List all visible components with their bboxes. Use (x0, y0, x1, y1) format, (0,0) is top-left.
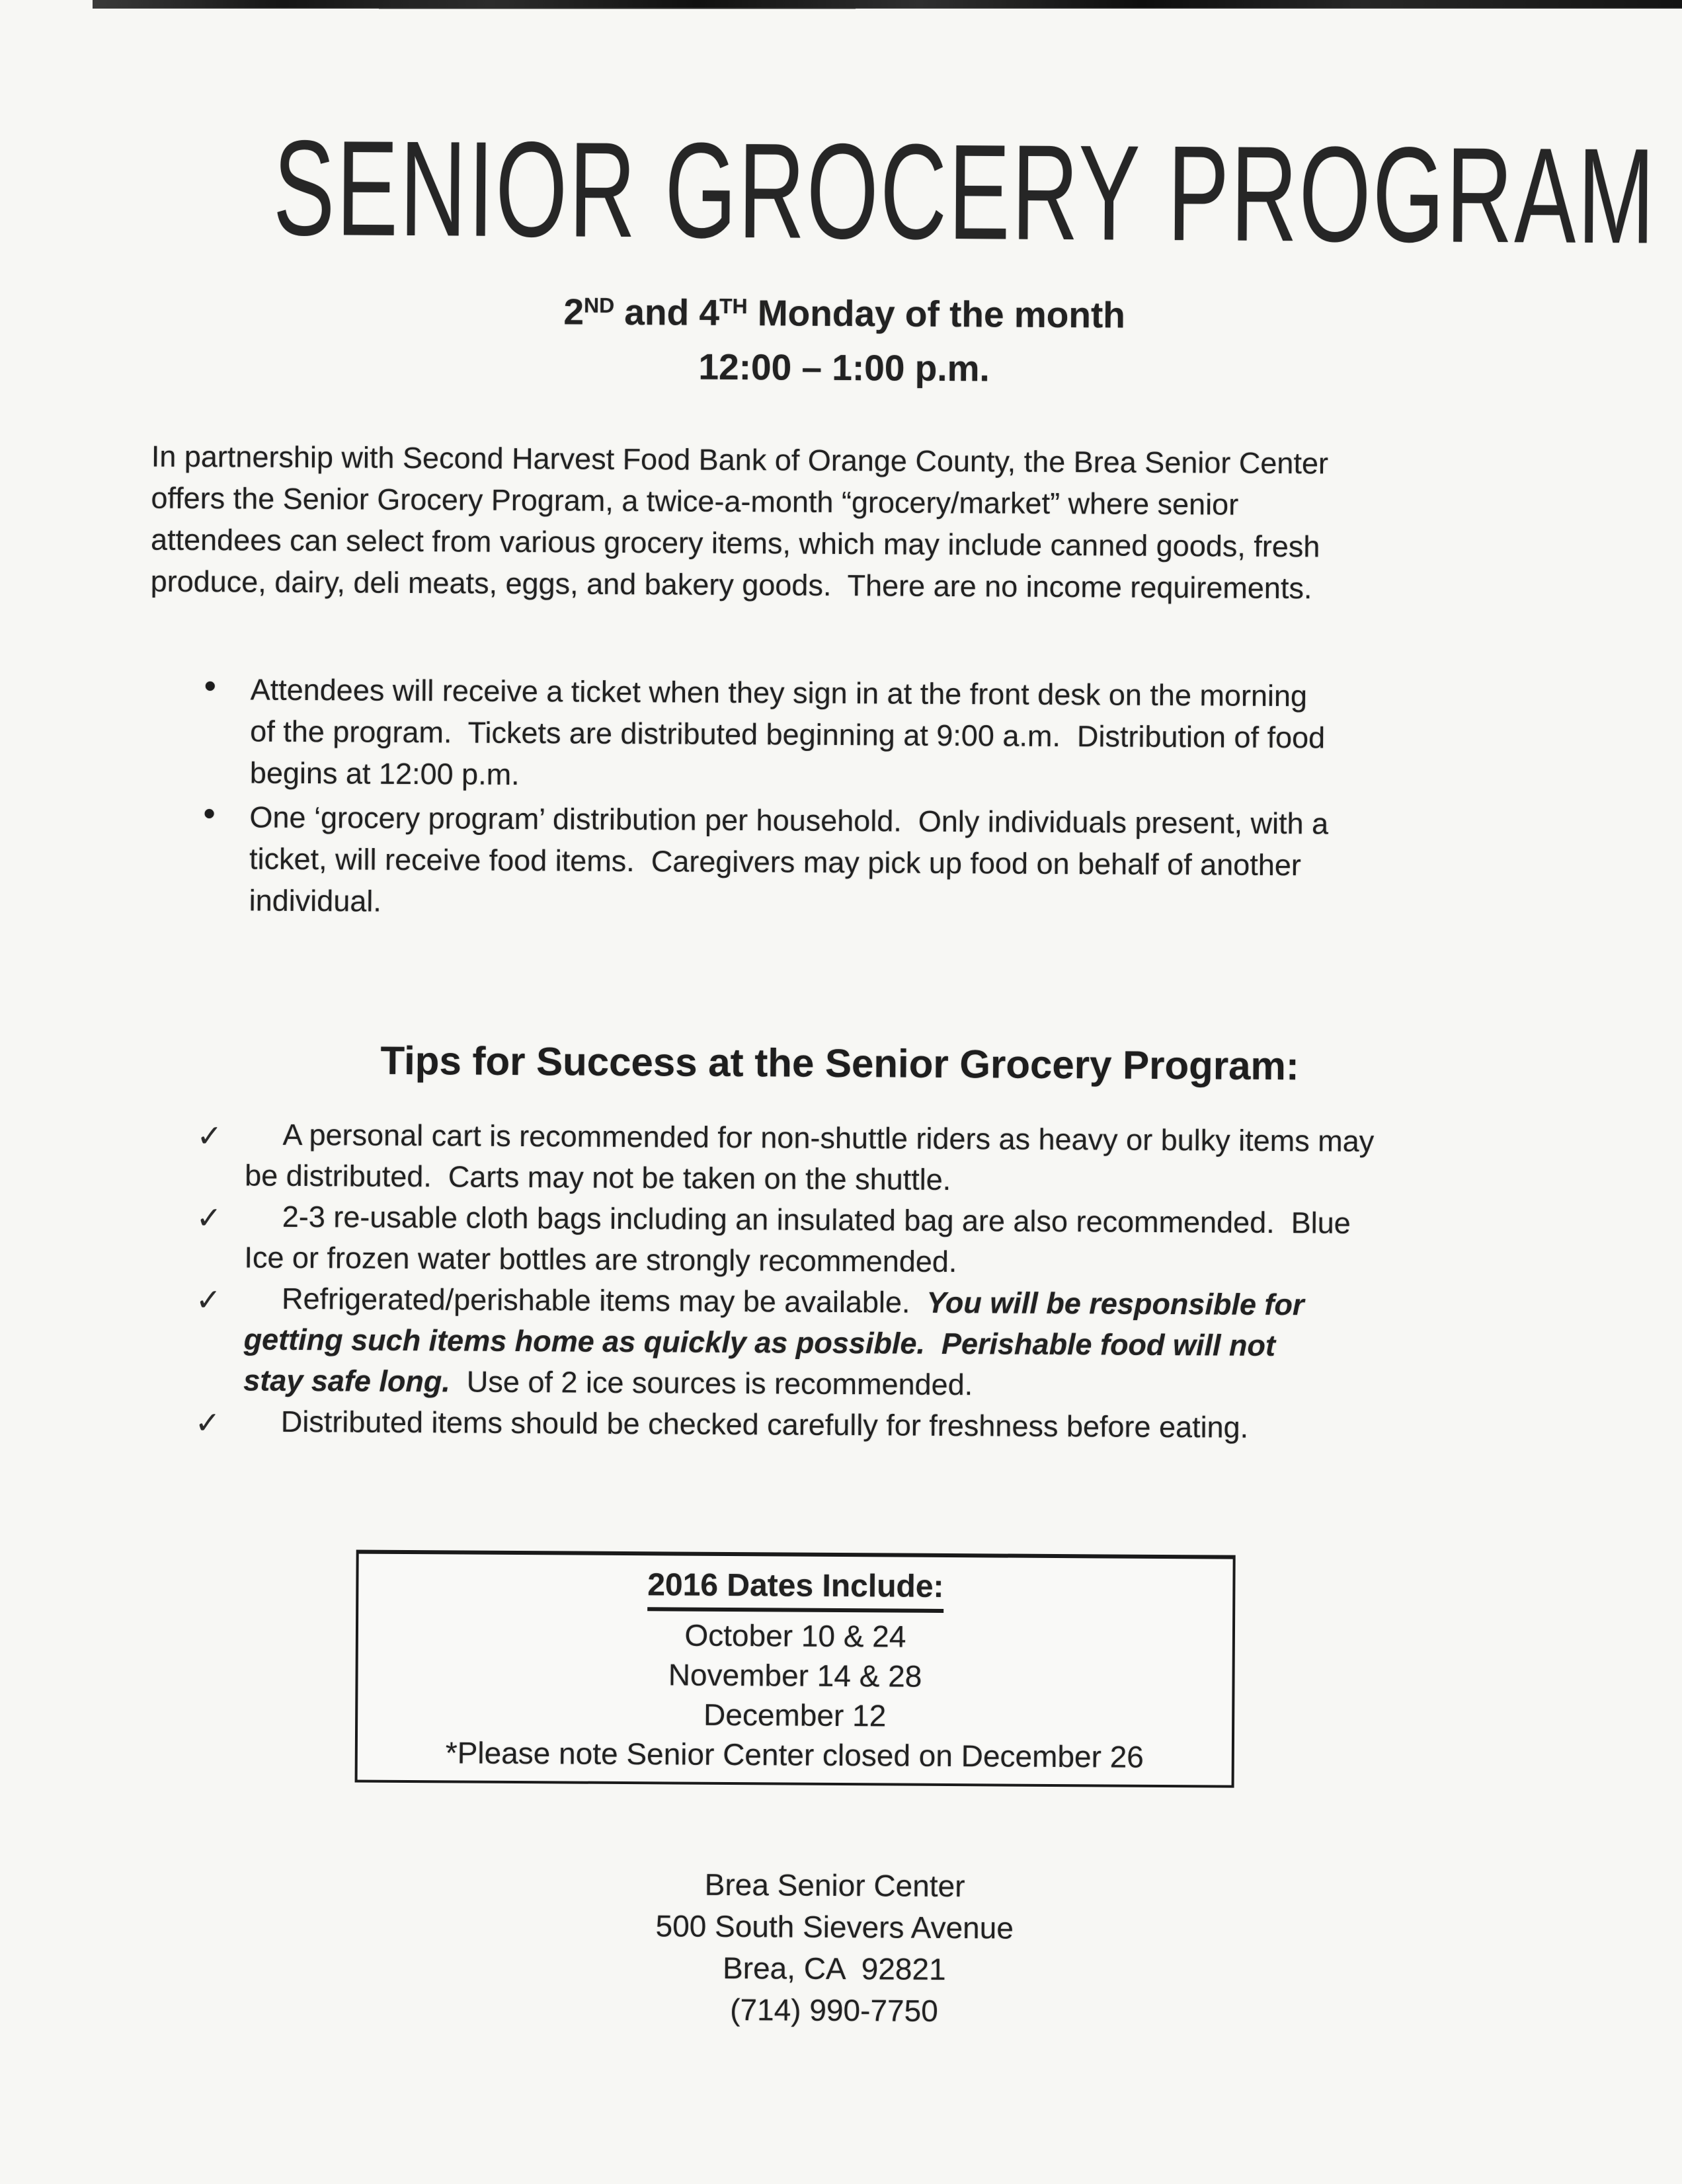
intro-line: attendees can select from various grocery items, which may include canned goods, fresh (150, 522, 1320, 564)
schedule-time-line: 12:00 – 1:00 p.m. (698, 346, 990, 389)
intro-paragraph (150, 436, 1565, 611)
bullet-line: ticket, will receive food items. Caregivers may pick up food on behalf of another (249, 841, 1302, 882)
tip-text-emphasis: You will be responsible for (926, 1285, 1304, 1322)
tip-item (195, 1278, 1613, 1409)
bullet-item (204, 668, 1682, 802)
tip-item (196, 1196, 1614, 1286)
footer-line: Brea, CA 92821 (722, 1950, 946, 1986)
schedule-day-text: and 4 (614, 291, 720, 333)
tip-text-normal: Use of 2 ice sources is recommended. (450, 1364, 973, 1402)
tip-line: Distributed items should be checked carefully for freshness before eating. (280, 1404, 1249, 1444)
dates-line: December 12 (703, 1697, 887, 1733)
footer-line: (714) 990-7750 (730, 1992, 938, 2028)
schedule-day-line (3, 284, 1682, 348)
footer-line: 500 South Sievers Avenue (655, 1908, 1014, 1945)
bullet-dot-icon: • (204, 667, 217, 706)
footer-address (0, 1859, 1676, 2037)
tip-text-normal: Refrigerated/perishable items may be available. (281, 1281, 927, 1319)
intro-line: offers the Senior Grocery Program, a twice-a-month “grocery/market” where senior (151, 481, 1239, 522)
check-icon: ✓ (196, 1200, 222, 1235)
check-icon: ✓ (194, 1405, 221, 1440)
schedule-day-text: 2 (563, 291, 584, 332)
tip-line: Ice or frozen water bottles are strongly recommended. (244, 1240, 957, 1279)
tip-line: A personal cart is recommended for non-shuttle riders as heavy or bulky items may (282, 1117, 1375, 1158)
bullet-line: One ‘grocery program’ distribution per household. Only individuals present, with a (249, 800, 1329, 841)
dates-note: *Please note Senior Center closed on December 26 (445, 1735, 1144, 1774)
check-icon: ✓ (195, 1282, 221, 1317)
tip-text-emphasis: getting such items home as quickly as possible. Perishable food will not (243, 1322, 1276, 1363)
dates-heading (365, 1563, 1226, 1615)
tip-line: 2-3 re-usable cloth bags including an insulated bag are also recommended. Blue (282, 1199, 1351, 1240)
footer-line: Brea Senior Center (704, 1867, 965, 1904)
bullet-dot-icon: • (203, 795, 216, 834)
check-icon: ✓ (196, 1118, 223, 1153)
tips-heading: Tips for Success at the Senior Grocery Program: (380, 1038, 1300, 1089)
tip-item (195, 1401, 1613, 1450)
tip-item (196, 1114, 1615, 1204)
intro-line: produce, dairy, deli meats, eggs, and bakery goods. There are no income requirements. (150, 564, 1312, 605)
dates-line: November 14 & 28 (668, 1657, 922, 1694)
bullet-line: Attendees will receive a ticket when they sign in at the front desk on the morning (250, 672, 1308, 713)
bullet-line: of the program. Tickets are distributed beginning at 9:00 a.m. Distribution of food (250, 714, 1326, 755)
bullet-list (203, 668, 1682, 930)
schedule-heading (3, 284, 1682, 397)
ordinal-superscript: ND (583, 293, 615, 318)
dates-line: October 10 & 24 (684, 1618, 906, 1654)
page-title: SENIOR GROCERY PROGRAM (272, 112, 1657, 272)
bullet-line: individual. (249, 883, 382, 918)
ordinal-superscript: TH (719, 294, 748, 319)
bullet-item (203, 796, 1682, 930)
tip-line: be distributed. Carts may not be taken on the shuttle. (245, 1158, 951, 1197)
tip-text-emphasis: stay safe long. (243, 1363, 451, 1399)
schedule-day-text: Monday of the month (747, 292, 1126, 336)
bullet-line: begins at 12:00 p.m. (249, 756, 520, 792)
dates-box (355, 1550, 1236, 1788)
dates-heading-text: 2016 Dates Include: (647, 1565, 944, 1613)
intro-line: In partnership with Second Harvest Food Bank of Orange County, the Brea Senior Center (151, 439, 1329, 481)
tips-list (195, 1114, 1615, 1450)
